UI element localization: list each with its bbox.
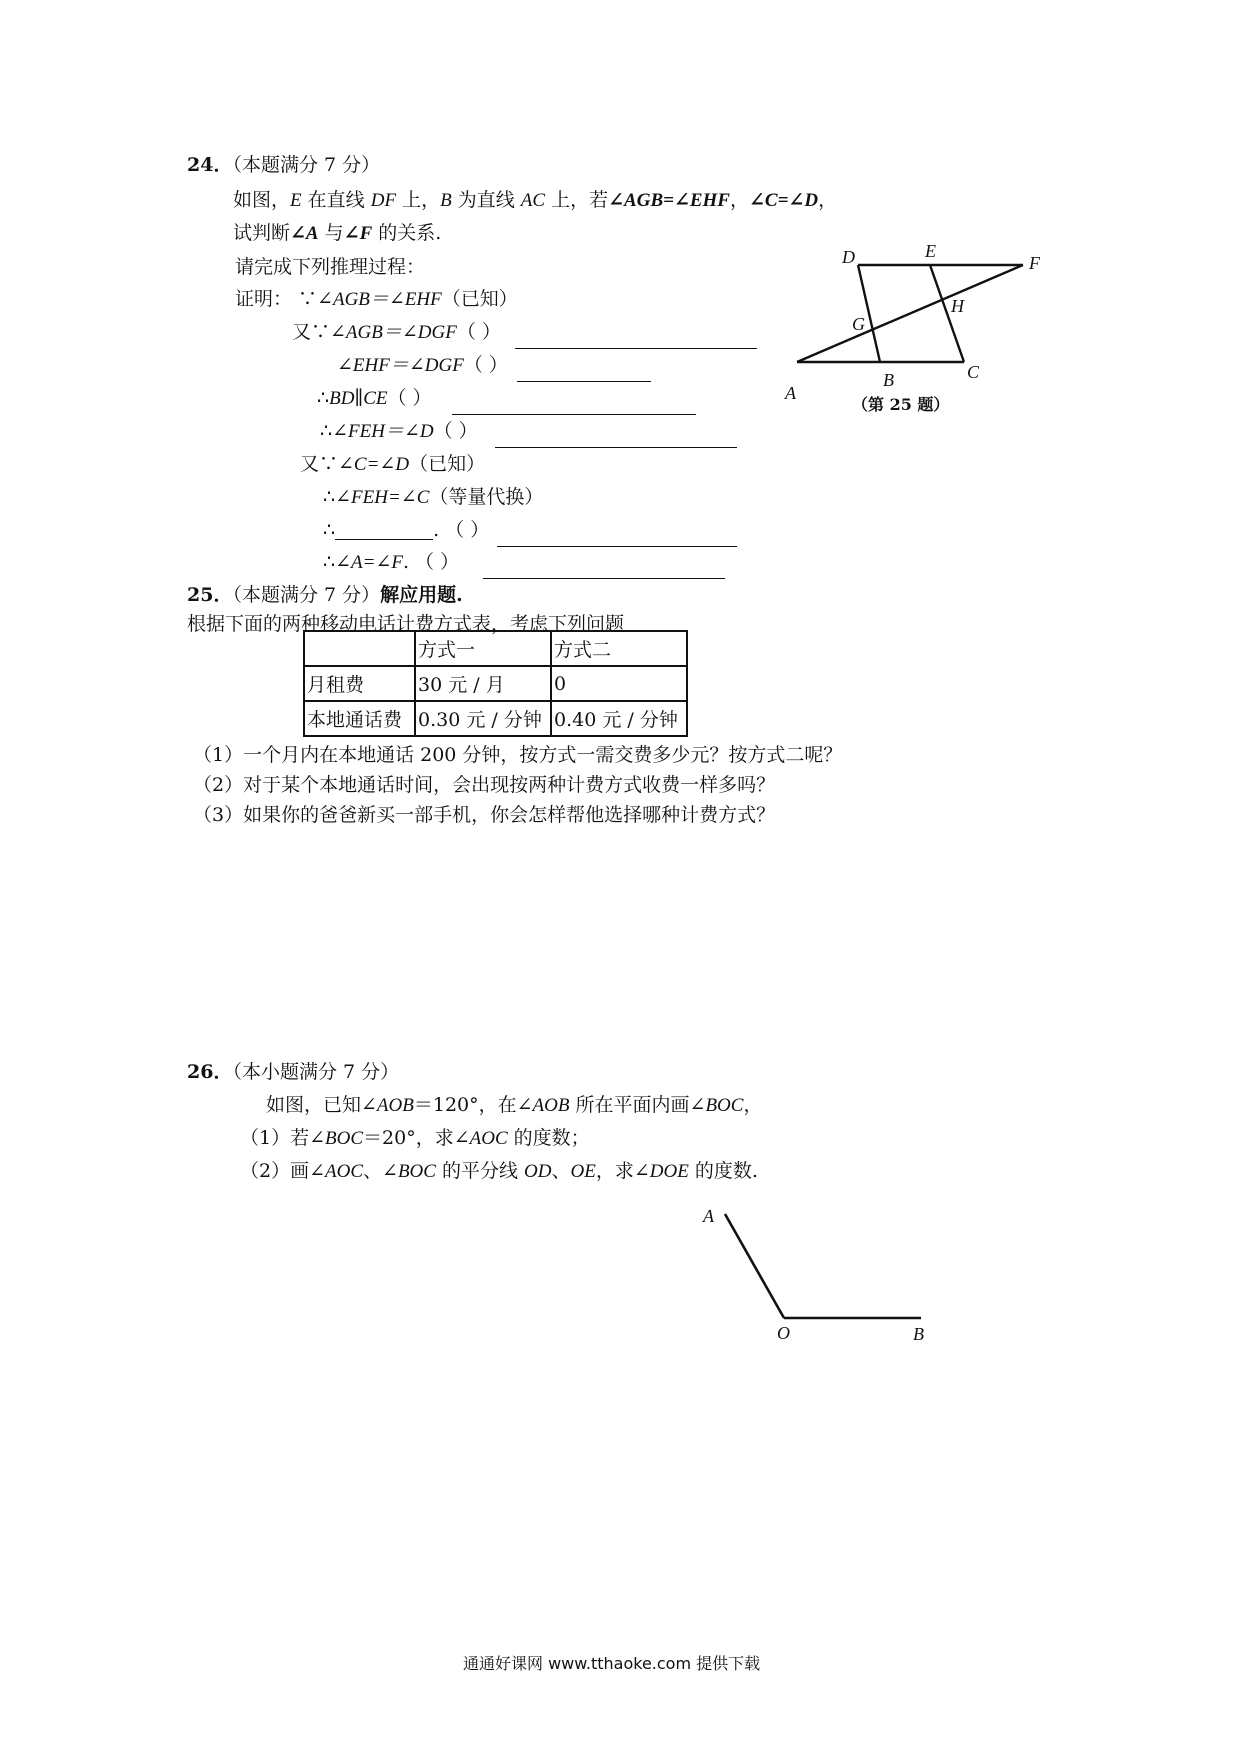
angle-aob: AOB — [376, 1095, 414, 1116]
angle-aoc: AOC — [325, 1161, 364, 1182]
proof-expression: ∠EHF＝∠DGF — [337, 355, 464, 376]
q25-question-3: （3）如果你的爸爸新买一部手机，你会怎样帮他选择哪种计费方式？ — [193, 804, 776, 826]
proof-reason: （已知） — [409, 453, 486, 475]
proof-reason: （ ） — [463, 354, 508, 376]
q25-question-2: （2）对于某个本地通话时间，会出现按两种计费方式收费一样多吗？ — [193, 774, 776, 796]
text: 在直线 — [301, 189, 371, 211]
point-b: B — [440, 190, 452, 211]
text: 的平分线 — [435, 1160, 525, 1182]
proof-expression: ∠A=∠F — [335, 552, 403, 573]
q24-prompt: 请完成下列推理过程： — [235, 256, 426, 278]
proof-reason: （ ） — [387, 387, 432, 409]
q25-intro: 根据下面的两种移动电话计费方式表，考虑下列问题 — [187, 613, 625, 635]
proof-reason: （等量代换） — [429, 486, 544, 508]
angle-aob: AOB — [532, 1095, 570, 1116]
q25-number: 25． — [187, 584, 233, 606]
text: （1）若∠ — [240, 1127, 326, 1149]
proof-prefix: 又∵ — [292, 321, 331, 343]
proof-prefix: ∴ — [317, 387, 330, 409]
proof-expression: ∠C=∠D — [338, 454, 410, 475]
line-ac: AC — [520, 190, 546, 211]
table-cell: 0.40 元 / 分钟 — [551, 701, 687, 736]
angle-boc: BOC — [705, 1095, 744, 1116]
q26-score: （本小题满分 7 分） — [232, 1061, 400, 1083]
proof-reason: . （ ） — [433, 519, 490, 541]
label-a: A — [703, 1206, 714, 1226]
q26-number: 26． — [187, 1061, 233, 1083]
proof-prefix: 证明： ∵ — [235, 288, 318, 310]
text: ， — [743, 1094, 763, 1116]
text: 如图，已知∠ — [266, 1094, 377, 1116]
text: 、∠ — [363, 1160, 398, 1182]
angle-boc: BOC — [325, 1128, 364, 1149]
proof-reason: （ ） — [456, 321, 501, 343]
q25-question-1: （1）一个月内在本地通话 200 分钟，按方式一需交费多少元？按方式二呢？ — [193, 744, 843, 766]
label-h: H — [951, 296, 964, 316]
q24-number: 24． — [187, 154, 233, 176]
text: 如图， — [233, 189, 291, 211]
label-d: D — [842, 247, 855, 267]
label-f: F — [1029, 253, 1040, 273]
proof-expression: ∠AGB＝∠EHF — [317, 289, 442, 310]
label-e: E — [925, 241, 936, 261]
label-b: B — [883, 370, 894, 390]
proof-prefix: 又∵ — [300, 453, 339, 475]
table-cell: 方式二 — [551, 631, 687, 666]
text: ＝20°，求∠ — [363, 1127, 470, 1149]
table-cell: 方式一 — [415, 631, 551, 666]
q25-score: （本题满分 7 分） — [232, 584, 381, 606]
proof-reason: （已知） — [441, 288, 518, 310]
text: 为直线 — [451, 189, 521, 211]
q24-score: （本题满分 7 分） — [232, 154, 381, 176]
condition-1: ∠AGB=∠EHF — [608, 190, 730, 211]
text: 的关系. — [372, 222, 442, 244]
table-cell: 0.30 元 / 分钟 — [415, 701, 551, 736]
q25-type: 解应用题. — [380, 584, 463, 606]
ray-od: OD — [524, 1161, 552, 1182]
proof-expression: ∠FEH=∠C — [335, 487, 430, 508]
label-b: B — [913, 1324, 924, 1344]
table-cell: 30 元 / 月 — [415, 666, 551, 701]
proof-expression: ∠AGB＝∠DGF — [330, 322, 457, 343]
text: 与 — [318, 222, 344, 244]
angle-f: ∠F — [343, 223, 373, 244]
text: 上，若 — [545, 189, 609, 211]
label-g: G — [852, 314, 865, 334]
proof-prefix: ∴ — [323, 486, 336, 508]
label-a: A — [785, 383, 796, 403]
proof-expression: ∠FEH＝∠D — [332, 421, 434, 442]
line-df: DF — [370, 190, 397, 211]
text: 试判断 — [233, 222, 291, 244]
table-cell: 月租费 — [304, 666, 415, 701]
figure-caption: （第 25 题） — [852, 395, 950, 414]
table-cell: 本地通话费 — [304, 701, 415, 736]
proof-reason: . （ ） — [402, 551, 460, 573]
condition-2: ∠C=∠D — [749, 190, 819, 211]
label-o: O — [777, 1323, 790, 1343]
text: 、 — [551, 1160, 571, 1182]
table-cell: 0 — [551, 666, 687, 701]
proof-expression: BD∥CE — [329, 388, 388, 409]
label-c: C — [967, 362, 980, 382]
proof-reason: （ ） — [433, 420, 478, 442]
text: 的度数. — [688, 1160, 758, 1182]
ray-oa — [725, 1214, 784, 1318]
angle-doe: DOE — [649, 1161, 689, 1182]
text: ＝120°，在∠ — [413, 1094, 533, 1116]
point-e: E — [290, 190, 302, 211]
text: ， — [729, 189, 749, 211]
angle-boc: BOC — [397, 1161, 436, 1182]
angle-a: ∠A — [290, 223, 319, 244]
text: （2）画∠ — [240, 1160, 326, 1182]
text: ，求∠ — [595, 1160, 650, 1182]
proof-prefix: ∴ — [323, 551, 336, 573]
figure-lines — [725, 1214, 921, 1318]
footer-text: 通通好课网 www.tthaoke.com 提供下载 — [463, 1654, 761, 1673]
text: 上， — [396, 189, 441, 211]
ray-oe: OE — [570, 1161, 596, 1182]
proof-prefix: ∴ — [323, 519, 336, 541]
text: ， — [818, 189, 838, 211]
proof-prefix: ∴ — [320, 420, 333, 442]
text: 所在平面内画∠ — [569, 1094, 706, 1116]
text: 的度数； — [507, 1127, 590, 1149]
angle-aoc: AOC — [469, 1128, 508, 1149]
